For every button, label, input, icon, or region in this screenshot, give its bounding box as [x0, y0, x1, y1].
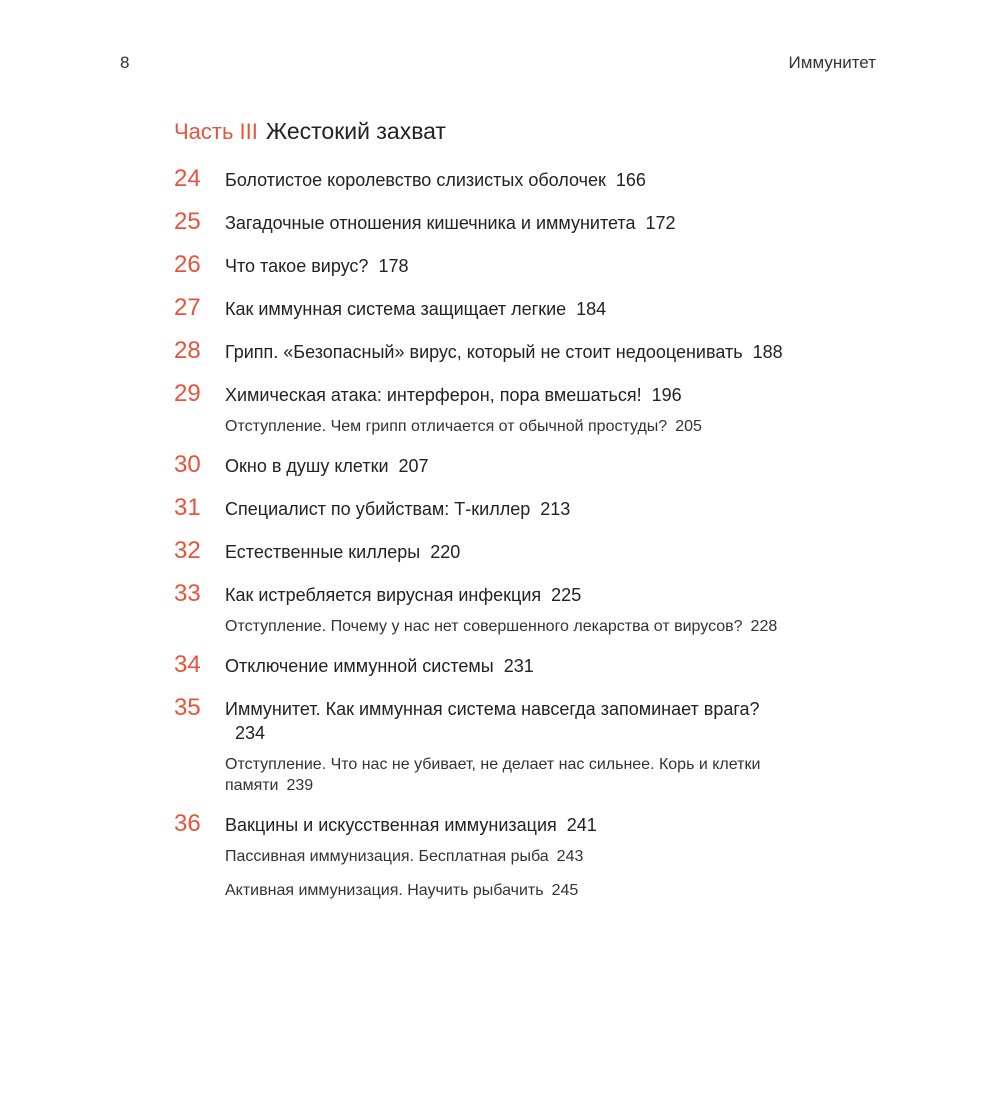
- chapter-title: [225, 164, 794, 192]
- chapter-title: [225, 536, 794, 564]
- chapter-title-text: Что такое вирус?: [225, 256, 369, 276]
- chapter-title: [225, 650, 794, 678]
- sub-entry-title: Отступление. Чем грипп отличается от обычной простуды?: [225, 418, 668, 435]
- chapter-title-text: Специалист по убийствам: Т-киллер: [225, 499, 531, 519]
- chapter-title-text: Вакцины и искусственная иммунизация: [225, 815, 557, 835]
- chapter-page-number: 178: [378, 256, 409, 276]
- entry-body: [225, 650, 794, 678]
- chapter-page-number: 213: [540, 499, 571, 519]
- sub-entry-page-number: 228: [750, 618, 778, 635]
- chapter-page-number: 166: [615, 170, 646, 190]
- chapter-title: [225, 293, 794, 321]
- chapter-title: [225, 336, 794, 364]
- chapter-number: 30: [174, 451, 201, 478]
- chapter-page-number: 220: [430, 542, 461, 562]
- sub-entry-page-number: 245: [551, 882, 579, 899]
- chapter-title-text: Как истребляется вирусная инфекция: [225, 585, 542, 605]
- chapter-page-number: 234: [235, 723, 266, 743]
- chapter-title-text: Отключение иммунной системы: [225, 656, 494, 676]
- chapter-number: 32: [174, 537, 201, 564]
- part-heading: [174, 118, 446, 145]
- toc-entry: [174, 450, 794, 480]
- chapter-title: [225, 207, 794, 235]
- entry-body: [225, 250, 794, 278]
- chapter-page-number: 196: [651, 385, 682, 405]
- toc-entry: [174, 809, 794, 901]
- toc-entry: [174, 693, 794, 796]
- chapter-title: [225, 450, 794, 478]
- entry-body: [225, 293, 794, 321]
- chapter-number: 25: [174, 208, 201, 235]
- entry-body: [225, 493, 794, 521]
- chapter-title-text: Как иммунная система защищает легкие: [225, 299, 567, 319]
- chapter-page-number: 207: [398, 456, 429, 476]
- entry-body: [225, 693, 794, 796]
- chapter-page-number: 188: [752, 342, 783, 362]
- entry-body: [225, 164, 794, 192]
- chapter-title: [225, 809, 794, 837]
- chapter-number: 24: [174, 165, 201, 192]
- toc-entry: [174, 650, 794, 680]
- toc-entry: [174, 379, 794, 437]
- toc-entry: [174, 250, 794, 280]
- chapter-number: 33: [174, 580, 201, 607]
- toc-entry: [174, 536, 794, 566]
- sub-entry-title: Отступление. Что нас не убивает, не делает нас сильнее. Корь и клетки памяти: [225, 756, 761, 794]
- chapter-number: 28: [174, 337, 201, 364]
- chapter-number: 36: [174, 810, 201, 837]
- chapter-title-text: Загадочные отношения кишечника и иммунитета: [225, 213, 636, 233]
- chapter-number: 31: [174, 494, 201, 521]
- chapter-title-text: Химическая атака: интерферон, пора вмешаться!: [225, 385, 642, 405]
- entry-body: [225, 536, 794, 564]
- sub-entry: [225, 616, 794, 637]
- chapter-title-text: Болотистое королевство слизистых оболочек: [225, 170, 606, 190]
- sub-entry: [225, 416, 794, 437]
- chapter-title-text: Иммунитет. Как иммунная система навсегда запоминает врага?: [225, 699, 760, 719]
- chapter-page-number: 184: [576, 299, 607, 319]
- chapter-number: 27: [174, 294, 201, 321]
- chapter-page-number: 241: [566, 815, 597, 835]
- chapter-title: [225, 379, 794, 407]
- entry-body: [225, 336, 794, 364]
- toc-entry: [174, 293, 794, 323]
- page-number: 8: [120, 53, 130, 72]
- sub-entry-page-number: 205: [675, 418, 702, 435]
- chapter-number: 35: [174, 694, 201, 721]
- chapter-title-text: Естественные киллеры: [225, 542, 421, 562]
- sub-entry: [225, 846, 794, 867]
- chapter-number: 26: [174, 251, 201, 278]
- chapter-title: [225, 693, 794, 745]
- entry-body: [225, 579, 794, 637]
- chapter-title-text: Окно в душу клетки: [225, 456, 389, 476]
- chapter-title-text: Грипп. «Безопасный» вирус, который не стоит недооценивать: [225, 342, 743, 362]
- sub-entry-title: Пассивная иммунизация. Бесплатная рыба: [225, 848, 549, 865]
- chapter-title: [225, 493, 794, 521]
- toc-entry: [174, 164, 794, 194]
- chapter-page-number: 225: [551, 585, 582, 605]
- toc-entry: [174, 493, 794, 523]
- table-of-contents: [174, 164, 794, 914]
- chapter-title: [225, 579, 794, 607]
- sub-entry-page-number: 243: [556, 848, 584, 865]
- chapter-page-number: 231: [503, 656, 534, 676]
- toc-entry: [174, 207, 794, 237]
- chapter-number: 34: [174, 651, 201, 678]
- chapter-title: [225, 250, 794, 278]
- toc-entry: [174, 336, 794, 366]
- toc-entry: [174, 579, 794, 637]
- sub-entry: [225, 880, 794, 901]
- chapter-number: 29: [174, 380, 201, 407]
- sub-entry: [225, 754, 794, 796]
- entry-body: [225, 379, 794, 437]
- entry-body: [225, 207, 794, 235]
- sub-entry-title: Активная иммунизация. Научить рыбачить: [225, 882, 544, 899]
- sub-entry-page-number: 239: [286, 777, 314, 794]
- part-title: Жестокий захват: [265, 118, 446, 144]
- part-label: Часть III: [174, 119, 258, 144]
- entry-body: [225, 450, 794, 478]
- chapter-page-number: 172: [645, 213, 676, 233]
- running-head: Иммунитет: [788, 53, 876, 72]
- entry-body: [225, 809, 794, 901]
- sub-entry-title: Отступление. Почему у нас нет совершенного лекарства от вирусов?: [225, 618, 743, 635]
